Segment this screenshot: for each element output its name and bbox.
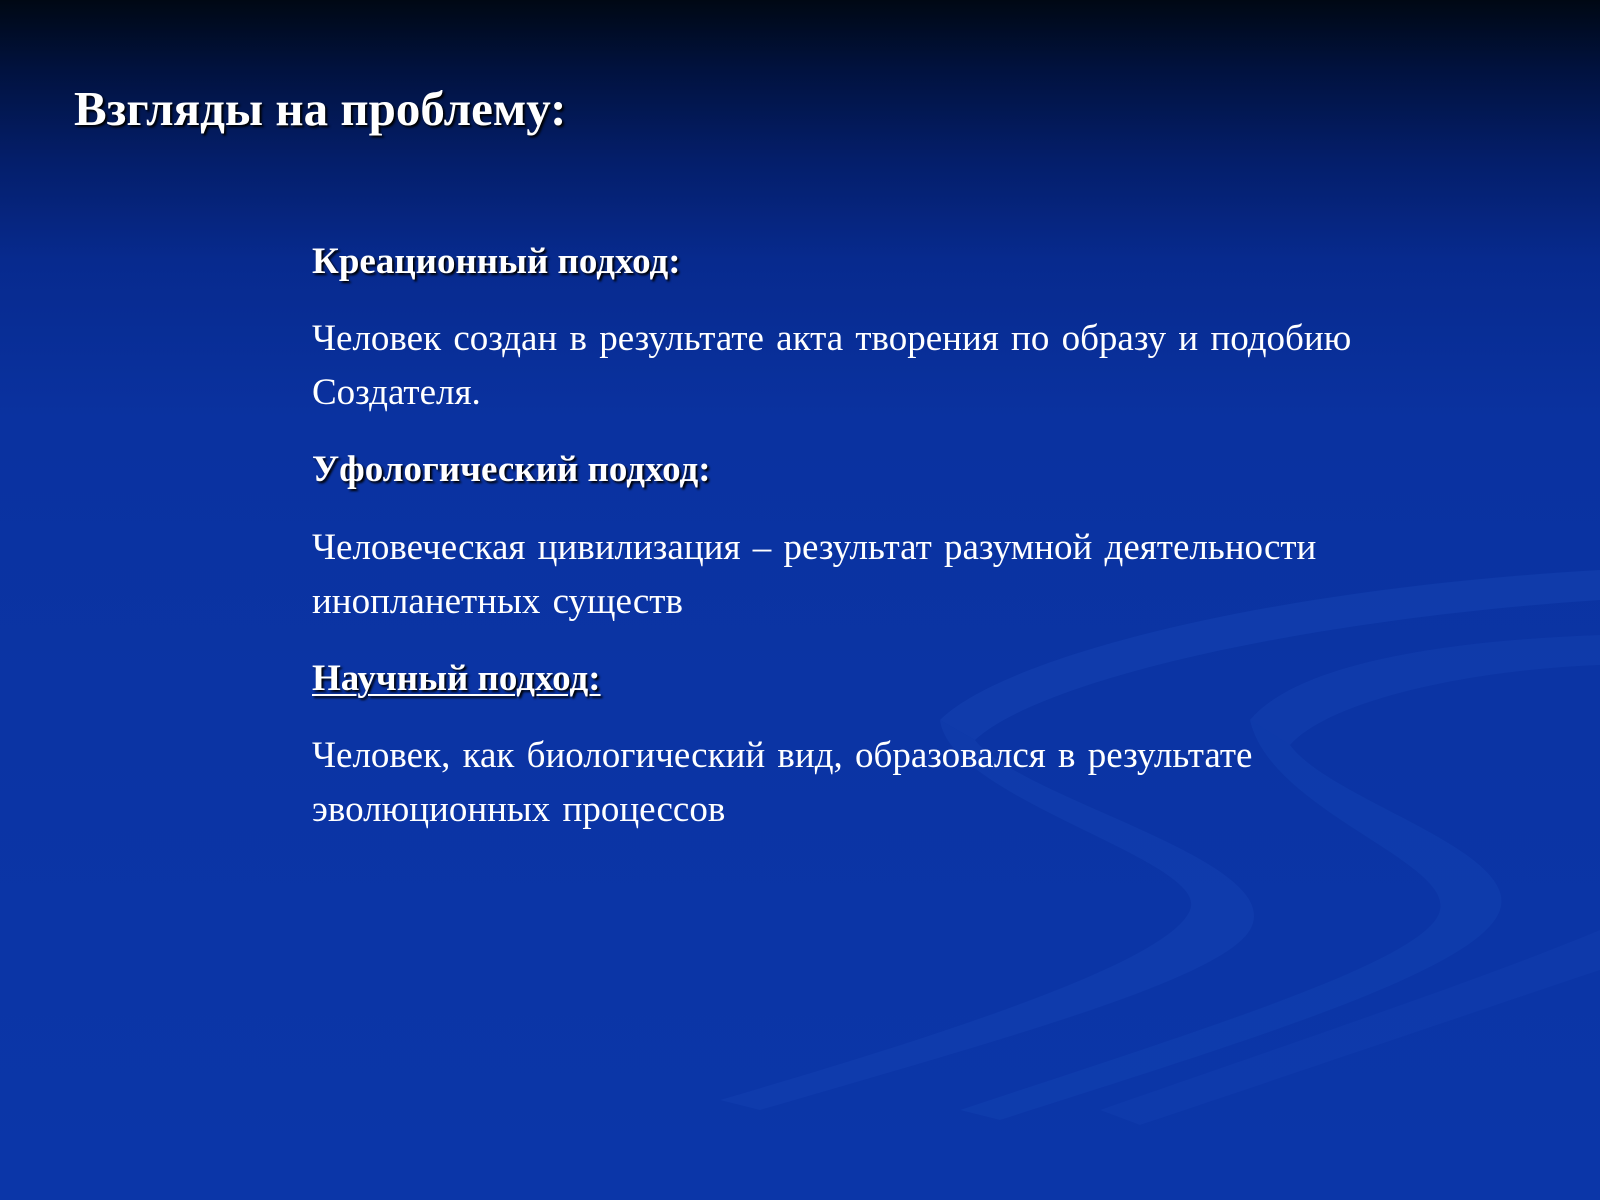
section-heading-ufological: Уфологический подход: <box>312 449 711 491</box>
section-heading-creationist: Креационный подход: <box>312 241 681 282</box>
slide-title: Взгляды на проблему: <box>74 81 567 136</box>
section-text-creationist: Человек создан в результате акта творения по образу и подобию Создателя. <box>312 318 1352 414</box>
section-text-ufological: Человеческая цивилизация – результат разумной деятельности инопланетных существ <box>312 526 1317 622</box>
section-heading-scientific: Научный подход: <box>312 657 601 699</box>
section-text-scientific: Человек, как биологический вид, образовался в результате эволюционных процессов <box>312 735 1253 831</box>
slide-content <box>312 240 1492 837</box>
